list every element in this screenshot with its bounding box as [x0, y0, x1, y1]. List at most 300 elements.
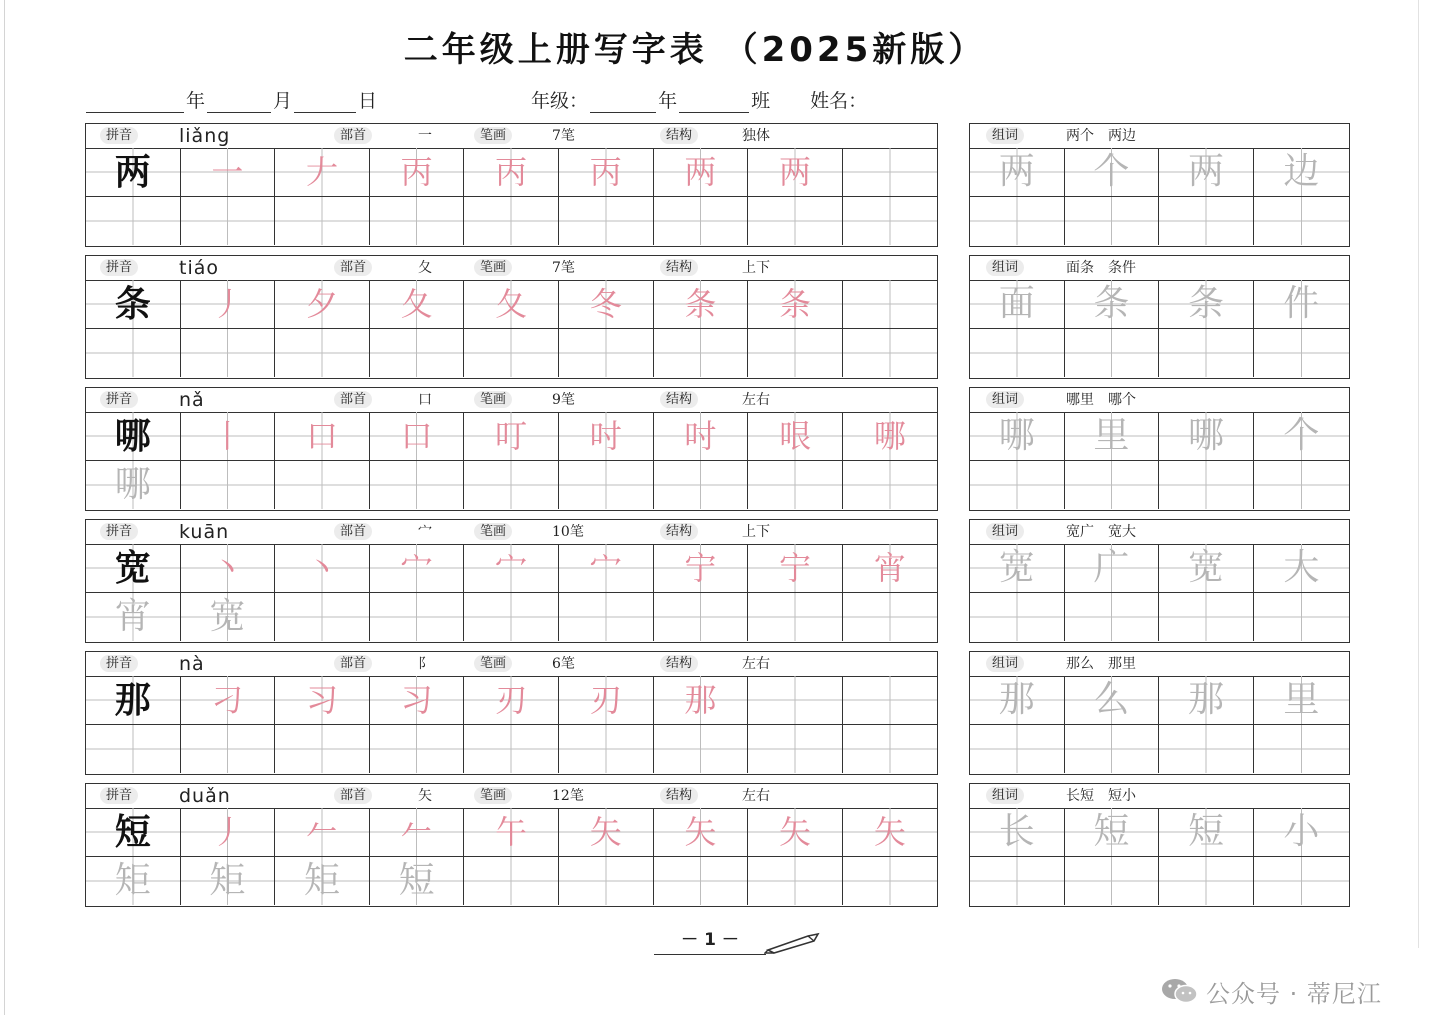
word-writing-cell[interactable]	[1159, 676, 1254, 725]
stroke-step-char: 两	[684, 153, 717, 191]
writing-cell[interactable]	[464, 808, 559, 857]
word-header	[970, 652, 1349, 677]
writing-cell[interactable]	[275, 329, 370, 377]
word-writing-cell[interactable]	[1159, 412, 1254, 461]
word-writing-cell[interactable]	[1254, 593, 1349, 641]
page-number: － 1 －	[654, 928, 766, 955]
word-trace-char: 边	[1283, 151, 1320, 192]
grade-label: 年级：	[531, 90, 589, 112]
word-writing-cell[interactable]	[1254, 857, 1349, 905]
writing-cell[interactable]	[181, 280, 276, 329]
char-grid	[86, 412, 937, 510]
writing-cell[interactable]	[464, 329, 559, 377]
strokes-value: 6笔	[552, 656, 575, 672]
word-trace-char: 哪	[998, 415, 1035, 456]
grade-year-blank[interactable]	[590, 92, 656, 113]
writing-cell[interactable]	[654, 857, 749, 905]
word-writing-cell[interactable]	[1159, 197, 1254, 245]
pinyin-value: kuān	[179, 521, 230, 543]
writing-cell[interactable]	[748, 461, 843, 509]
word-trace-char: 宽	[1187, 547, 1224, 588]
structure-tag: 结构	[660, 259, 698, 276]
writing-cell[interactable]	[181, 808, 276, 857]
writing-cell[interactable]	[654, 808, 749, 857]
pinyin-tag: 拼音	[100, 787, 138, 804]
word-header	[970, 784, 1349, 809]
writing-cell[interactable]	[464, 197, 559, 245]
word-trace-char: 哪	[1187, 415, 1224, 456]
word-writing-cell[interactable]	[1159, 544, 1254, 593]
char-info-header	[86, 388, 937, 413]
word-grid	[970, 676, 1349, 774]
writing-cell[interactable]	[370, 148, 465, 197]
writing-cell[interactable]	[86, 329, 181, 377]
stroke-step-char: 丶	[305, 549, 338, 587]
writing-cell[interactable]	[181, 857, 276, 905]
words-value: 那么 那里	[1066, 656, 1136, 672]
words-tag: 组词	[986, 655, 1024, 672]
stroke-step-char: 口	[400, 417, 433, 455]
writing-cell[interactable]	[181, 197, 276, 245]
writing-cell[interactable]	[559, 412, 654, 461]
word-trace-char: 宽	[998, 547, 1035, 588]
writing-cell[interactable]	[86, 676, 181, 725]
word-writing-cell[interactable]	[970, 280, 1065, 329]
writing-cell[interactable]	[843, 412, 937, 461]
writing-cell[interactable]	[275, 412, 370, 461]
writing-cell[interactable]	[86, 857, 181, 905]
writing-cell[interactable]	[843, 676, 937, 725]
writing-cell[interactable]	[748, 329, 843, 377]
stroke-step-char: 刃	[495, 681, 528, 719]
word-writing-cell[interactable]	[1065, 857, 1160, 905]
writing-cell[interactable]	[748, 148, 843, 197]
stroke-step-char: 宵	[873, 549, 906, 587]
writing-cell[interactable]	[464, 676, 559, 725]
writing-cell[interactable]	[843, 197, 937, 245]
writing-cell[interactable]	[559, 544, 654, 593]
word-grid	[970, 544, 1349, 642]
writing-cell[interactable]	[843, 593, 937, 641]
word-writing-cell[interactable]	[1065, 461, 1160, 509]
writing-cell[interactable]	[748, 412, 843, 461]
writing-cell[interactable]	[275, 808, 370, 857]
day-blank[interactable]	[294, 92, 356, 113]
word-writing-cell[interactable]	[1159, 148, 1254, 197]
stroke-step-char: 宀	[495, 549, 528, 587]
writing-cell[interactable]	[559, 329, 654, 377]
word-trace-char: 个	[1283, 415, 1320, 456]
structure-tag: 结构	[660, 391, 698, 408]
writing-cell[interactable]	[843, 808, 937, 857]
word-writing-cell[interactable]	[970, 544, 1065, 593]
pinyin-tag: 拼音	[100, 259, 138, 276]
word-practice-block	[969, 519, 1350, 643]
writing-cell[interactable]	[181, 593, 276, 641]
words-tag: 组词	[986, 523, 1024, 540]
writing-cell[interactable]	[464, 461, 559, 509]
writing-cell[interactable]	[86, 280, 181, 329]
stroke-step-char: 丶	[211, 549, 244, 587]
strokes-value: 10笔	[552, 524, 584, 540]
page-title: 二年级上册写字表 （2025新版）	[403, 30, 987, 70]
writing-cell[interactable]	[464, 148, 559, 197]
word-writing-cell[interactable]	[1159, 725, 1254, 773]
target-character: 哪	[114, 415, 151, 457]
char-grid	[86, 808, 937, 906]
writing-cell[interactable]	[748, 857, 843, 905]
writing-cell[interactable]	[181, 725, 276, 773]
class-blank[interactable]	[679, 92, 749, 113]
word-writing-cell[interactable]	[1254, 197, 1349, 245]
word-writing-cell[interactable]	[1254, 725, 1349, 773]
writing-cell[interactable]	[843, 329, 937, 377]
word-header	[970, 124, 1349, 149]
pinyin-tag: 拼音	[100, 655, 138, 672]
word-writing-cell[interactable]	[1065, 544, 1160, 593]
writing-cell[interactable]	[370, 329, 465, 377]
word-writing-cell[interactable]	[970, 593, 1065, 641]
writing-cell[interactable]	[370, 544, 465, 593]
writing-cell[interactable]	[464, 280, 559, 329]
word-writing-cell[interactable]	[970, 857, 1065, 905]
word-writing-cell[interactable]	[970, 148, 1065, 197]
word-trace-char: 短	[1187, 811, 1224, 852]
strokes-tag: 笔画	[474, 523, 512, 540]
stroke-step-char: 习	[400, 681, 433, 719]
writing-cell[interactable]	[464, 593, 559, 641]
writing-cell[interactable]	[748, 808, 843, 857]
word-writing-cell[interactable]	[1159, 593, 1254, 641]
word-trace-char: 里	[1283, 679, 1320, 720]
stroke-step-char: 矢	[684, 813, 717, 851]
words-value: 长短 短小	[1066, 788, 1136, 804]
word-grid	[970, 808, 1349, 906]
stroke-step-char: 丙	[589, 153, 622, 191]
word-header	[970, 388, 1349, 413]
word-writing-cell[interactable]	[1254, 808, 1349, 857]
word-trace-char: 件	[1283, 283, 1320, 324]
words-tag: 组词	[986, 787, 1024, 804]
writing-cell[interactable]	[748, 725, 843, 773]
pinyin-tag: 拼音	[100, 391, 138, 408]
word-writing-cell[interactable]	[1065, 676, 1160, 725]
stroke-step-char: 夂	[495, 285, 528, 323]
trace-char: 宵	[114, 596, 151, 637]
writing-cell[interactable]	[654, 329, 749, 377]
writing-cell[interactable]	[275, 280, 370, 329]
writing-cell[interactable]	[748, 676, 843, 725]
word-writing-cell[interactable]	[970, 329, 1065, 377]
info-row	[86, 86, 869, 114]
writing-cell[interactable]	[748, 197, 843, 245]
writing-cell[interactable]	[559, 461, 654, 509]
writing-cell[interactable]	[559, 808, 654, 857]
char-practice-block	[85, 387, 938, 511]
writing-cell[interactable]	[464, 857, 559, 905]
month-blank[interactable]	[207, 92, 271, 113]
writing-cell[interactable]	[370, 725, 465, 773]
trace-char: 哪	[114, 464, 151, 505]
writing-cell[interactable]	[654, 544, 749, 593]
stroke-step-char: 宀	[400, 549, 433, 587]
char-practice-block	[85, 651, 938, 775]
word-writing-cell[interactable]	[970, 412, 1065, 461]
writing-cell[interactable]	[654, 197, 749, 245]
writing-cell[interactable]	[464, 412, 559, 461]
word-practice-block	[969, 651, 1350, 775]
stroke-step-char: 矢	[873, 813, 906, 851]
writing-cell[interactable]	[559, 593, 654, 641]
writing-cell[interactable]	[843, 148, 937, 197]
word-writing-cell[interactable]	[1159, 329, 1254, 377]
word-writing-cell[interactable]	[1159, 461, 1254, 509]
writing-cell[interactable]	[86, 808, 181, 857]
word-practice-block	[969, 255, 1350, 379]
writing-cell[interactable]	[559, 197, 654, 245]
writing-cell[interactable]	[86, 412, 181, 461]
trace-char: 矩	[303, 860, 340, 901]
writing-cell[interactable]	[843, 544, 937, 593]
radical-value: 矢	[418, 788, 432, 804]
stroke-step-char: 丿	[211, 285, 244, 323]
word-writing-cell[interactable]	[1065, 808, 1160, 857]
trace-char: 宽	[209, 596, 246, 637]
writing-cell[interactable]	[843, 461, 937, 509]
char-info-header	[86, 520, 937, 545]
writing-cell[interactable]	[843, 725, 937, 773]
word-writing-cell[interactable]	[970, 461, 1065, 509]
writing-cell[interactable]	[181, 544, 276, 593]
writing-cell[interactable]	[275, 857, 370, 905]
writing-cell[interactable]	[181, 676, 276, 725]
writing-cell[interactable]	[181, 148, 276, 197]
year-blank[interactable]	[86, 92, 184, 113]
word-writing-cell[interactable]	[970, 808, 1065, 857]
stroke-step-char: 吋	[589, 417, 622, 455]
radical-tag: 部首	[334, 655, 372, 672]
word-writing-cell[interactable]	[1254, 461, 1349, 509]
writing-cell[interactable]	[86, 461, 181, 509]
structure-tag: 结构	[660, 787, 698, 804]
word-trace-char: 短	[1093, 811, 1130, 852]
writing-cell[interactable]	[370, 808, 465, 857]
pinyin-value: tiáo	[179, 257, 219, 279]
writing-cell[interactable]	[559, 280, 654, 329]
page-border-right	[1418, 0, 1419, 948]
stroke-step-char: 哪	[873, 417, 906, 455]
word-trace-char: 个	[1093, 151, 1130, 192]
word-writing-cell[interactable]	[1065, 329, 1160, 377]
writing-cell[interactable]	[370, 676, 465, 725]
word-trace-char: 两	[998, 151, 1035, 192]
word-writing-cell[interactable]	[1065, 412, 1160, 461]
structure-value: 独体	[742, 128, 770, 144]
writing-cell[interactable]	[86, 544, 181, 593]
writing-cell[interactable]	[843, 280, 937, 329]
char-info-header	[86, 256, 937, 281]
word-writing-cell[interactable]	[1254, 148, 1349, 197]
word-trace-char: 大	[1283, 547, 1320, 588]
writing-cell[interactable]	[370, 197, 465, 245]
writing-cell[interactable]	[370, 280, 465, 329]
writing-cell[interactable]	[654, 461, 749, 509]
strokes-tag: 笔画	[474, 259, 512, 276]
writing-cell[interactable]	[654, 280, 749, 329]
word-header	[970, 256, 1349, 281]
word-writing-cell[interactable]	[1254, 676, 1349, 725]
words-tag: 组词	[986, 127, 1024, 144]
month-label: 月	[273, 90, 293, 112]
word-writing-cell[interactable]	[1065, 725, 1160, 773]
word-writing-cell[interactable]	[1065, 593, 1160, 641]
stroke-step-char: 丨	[211, 417, 244, 455]
page-border-left	[4, 0, 5, 1015]
writing-cell[interactable]	[275, 593, 370, 641]
writing-cell[interactable]	[464, 725, 559, 773]
word-writing-cell[interactable]	[970, 676, 1065, 725]
class-label: 班	[751, 90, 771, 112]
writing-cell[interactable]	[275, 148, 370, 197]
writing-cell[interactable]	[464, 544, 559, 593]
radical-value: 一	[418, 128, 432, 144]
stroke-step-char: 刁	[211, 681, 244, 719]
year-label: 年	[186, 90, 206, 112]
word-trace-char: 里	[1093, 415, 1130, 456]
pinyin-tag: 拼音	[100, 523, 138, 540]
watermark-text: 公众号 · 蒂尼江	[1206, 979, 1382, 1008]
char-grid	[86, 544, 937, 642]
writing-cell[interactable]	[86, 197, 181, 245]
writing-cell[interactable]	[86, 593, 181, 641]
writing-cell[interactable]	[275, 197, 370, 245]
pinyin-value: nà	[179, 653, 205, 675]
writing-cell[interactable]	[654, 725, 749, 773]
writing-cell[interactable]	[559, 676, 654, 725]
word-writing-cell[interactable]	[1159, 857, 1254, 905]
stroke-step-char: 𠂉	[305, 813, 338, 851]
writing-cell[interactable]	[86, 148, 181, 197]
structure-value: 左右	[742, 788, 770, 804]
strokes-value: 7笔	[552, 260, 575, 276]
stroke-step-char: 丿	[211, 813, 244, 851]
word-writing-cell[interactable]	[1065, 280, 1160, 329]
writing-cell[interactable]	[275, 676, 370, 725]
stroke-step-char: 两	[778, 153, 811, 191]
writing-cell[interactable]	[654, 412, 749, 461]
wechat-icon	[1160, 976, 1200, 1006]
strokes-value: 12笔	[552, 788, 584, 804]
writing-cell[interactable]	[559, 725, 654, 773]
word-writing-cell[interactable]	[1254, 280, 1349, 329]
structure-tag: 结构	[660, 655, 698, 672]
word-writing-cell[interactable]	[1254, 544, 1349, 593]
writing-cell[interactable]	[370, 857, 465, 905]
stroke-step-char: 宁	[684, 549, 717, 587]
writing-cell[interactable]	[654, 148, 749, 197]
stroke-step-char: 一	[211, 153, 244, 191]
trace-char: 短	[398, 860, 435, 901]
radical-tag: 部首	[334, 259, 372, 276]
writing-cell[interactable]	[181, 412, 276, 461]
writing-cell[interactable]	[748, 280, 843, 329]
target-character: 条	[114, 283, 151, 325]
writing-cell[interactable]	[748, 544, 843, 593]
writing-cell[interactable]	[181, 461, 276, 509]
word-writing-cell[interactable]	[970, 197, 1065, 245]
writing-cell[interactable]	[843, 857, 937, 905]
writing-cell[interactable]	[181, 329, 276, 377]
word-trace-char: 么	[1093, 679, 1130, 720]
pinyin-tag: 拼音	[100, 127, 138, 144]
writing-cell[interactable]	[275, 461, 370, 509]
stroke-step-char: 丙	[495, 153, 528, 191]
word-writing-cell[interactable]	[1065, 148, 1160, 197]
writing-cell[interactable]	[370, 461, 465, 509]
writing-cell[interactable]	[654, 676, 749, 725]
word-grid	[970, 148, 1349, 246]
strokes-tag: 笔画	[474, 127, 512, 144]
strokes-value: 9笔	[552, 392, 575, 408]
writing-cell[interactable]	[559, 148, 654, 197]
word-writing-cell[interactable]	[1254, 329, 1349, 377]
word-writing-cell[interactable]	[970, 725, 1065, 773]
structure-tag: 结构	[660, 127, 698, 144]
stroke-step-char: 哏	[778, 417, 811, 455]
char-practice-block	[85, 255, 938, 379]
structure-tag: 结构	[660, 523, 698, 540]
writing-cell[interactable]	[275, 725, 370, 773]
char-practice-block	[85, 519, 938, 643]
writing-cell[interactable]	[370, 412, 465, 461]
writing-cell[interactable]	[559, 857, 654, 905]
words-tag: 组词	[986, 259, 1024, 276]
word-practice-block	[969, 783, 1350, 907]
writing-cell[interactable]	[748, 593, 843, 641]
stroke-step-char: 条	[778, 285, 811, 323]
word-writing-cell[interactable]	[1159, 808, 1254, 857]
word-grid	[970, 412, 1349, 510]
writing-cell[interactable]	[275, 544, 370, 593]
stroke-step-char: 那	[684, 681, 717, 719]
strokes-tag: 笔画	[474, 655, 512, 672]
char-grid	[86, 676, 937, 774]
stroke-step-char: 午	[495, 813, 528, 851]
words-value: 两个 两边	[1066, 128, 1136, 144]
strokes-tag: 笔画	[474, 391, 512, 408]
char-practice-block	[85, 123, 938, 247]
word-trace-char: 那	[998, 679, 1035, 720]
writing-cell[interactable]	[654, 593, 749, 641]
target-character: 短	[114, 811, 151, 853]
word-trace-char: 两	[1187, 151, 1224, 192]
word-trace-char: 长	[998, 811, 1035, 852]
writing-cell[interactable]	[370, 593, 465, 641]
word-writing-cell[interactable]	[1254, 412, 1349, 461]
stroke-step-char: 𠂇	[305, 153, 338, 191]
char-info-header	[86, 652, 937, 677]
writing-cell[interactable]	[86, 725, 181, 773]
stroke-step-char: 丙	[400, 153, 433, 191]
word-writing-cell[interactable]	[1065, 197, 1160, 245]
target-character: 宽	[114, 547, 151, 589]
trace-char: 矩	[209, 860, 246, 901]
words-tag: 组词	[986, 391, 1024, 408]
word-practice-block	[969, 123, 1350, 247]
word-writing-cell[interactable]	[1159, 280, 1254, 329]
stroke-step-char: 宀	[589, 549, 622, 587]
word-trace-char: 条	[1187, 283, 1224, 324]
